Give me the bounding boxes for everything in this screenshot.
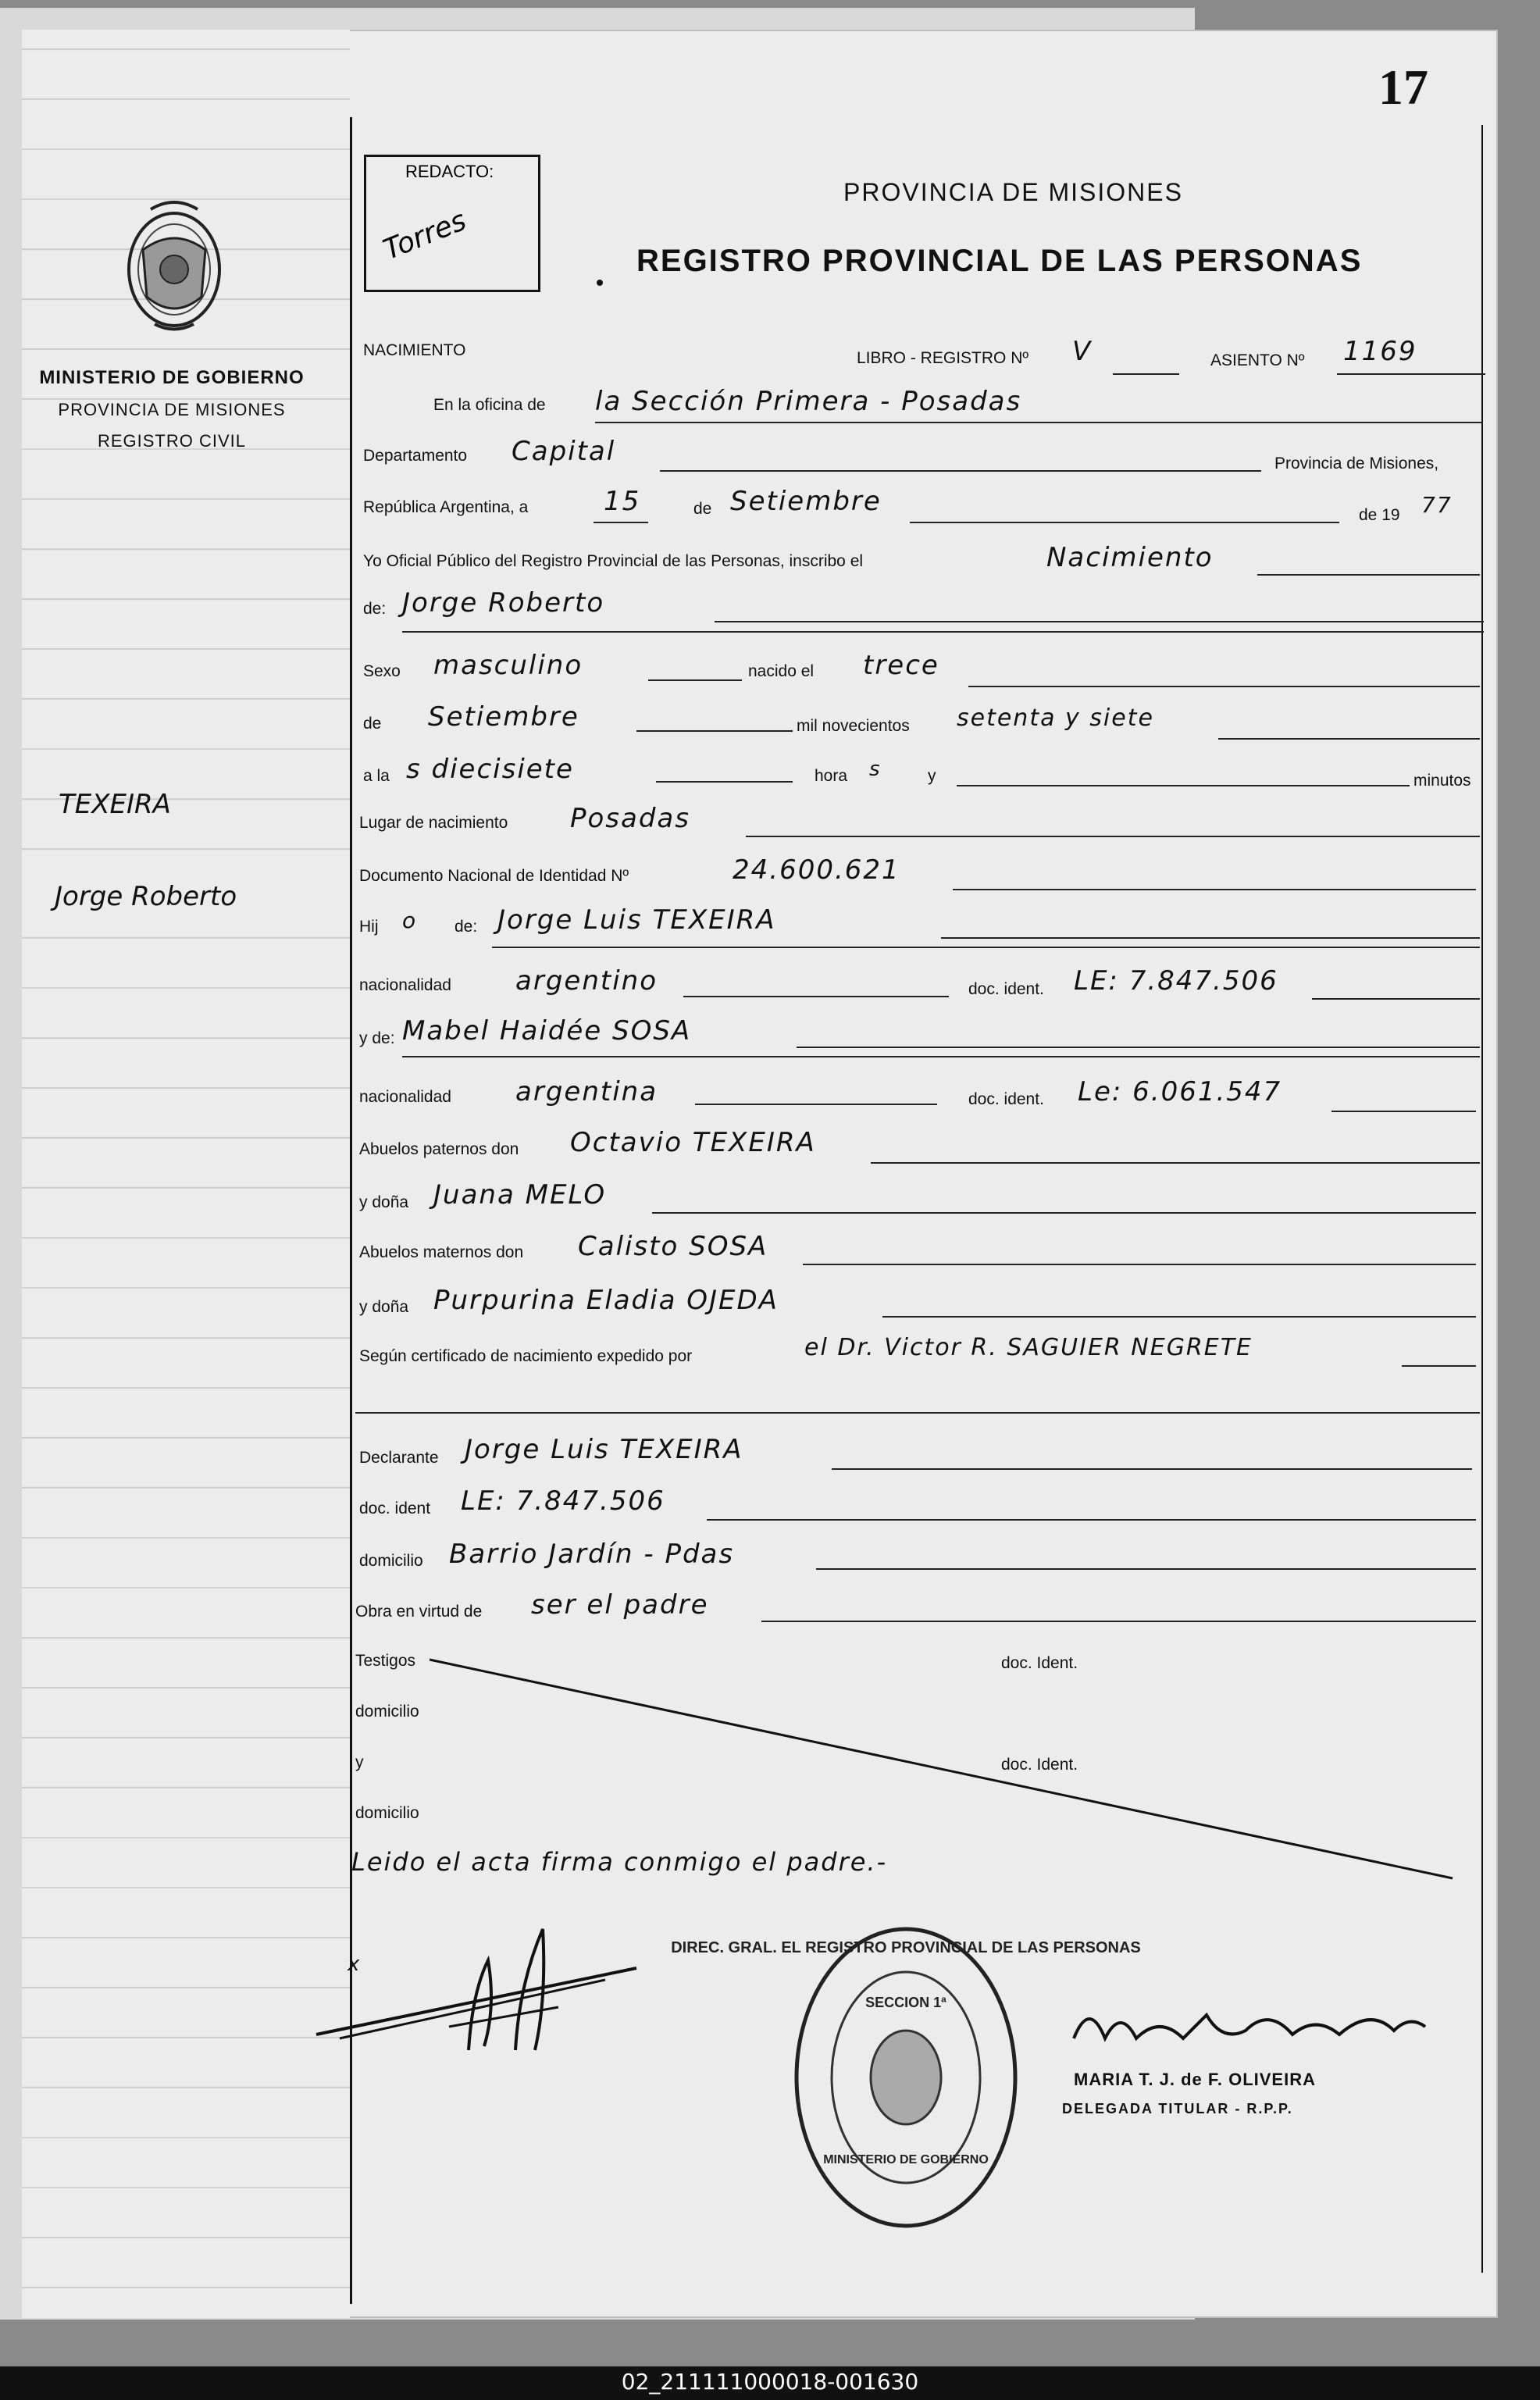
lugar-line [746, 836, 1480, 837]
oficina-line [595, 422, 1481, 423]
nac1-line [683, 996, 949, 997]
abuela-paterna-line [652, 1212, 1476, 1214]
oficina-label: En la oficina de [433, 396, 546, 414]
nombre-value: Jorge Roberto [402, 587, 605, 619]
abuelo-materno-value: Calisto SOSA [578, 1231, 768, 1262]
hijo-suffix: o [402, 908, 418, 933]
acto-line [1257, 574, 1480, 576]
segun-value: el Dr. Victor R. SAGUIER NEGRETE [804, 1334, 1253, 1361]
dni-line [953, 889, 1476, 890]
doc1-value: LE: 7.847.506 [1074, 965, 1278, 997]
abuela-materna-value: Purpurina Eladia OJEDA [433, 1285, 779, 1316]
official-signature [1058, 1984, 1449, 2070]
x-mark: x [348, 1952, 362, 1976]
de-label-3: de [363, 715, 382, 733]
abuela-paterna-value: Juana MELO [433, 1179, 607, 1211]
declarante-label: Declarante [359, 1449, 439, 1467]
domicilio-value: Barrio Jardín - Pdas [449, 1539, 735, 1570]
nacido-value: trece [863, 650, 939, 681]
nombre-line-2 [402, 631, 1484, 633]
mil-line [1218, 738, 1480, 740]
nac1-label: nacionalidad [359, 976, 451, 994]
yde-label: y de: [359, 1029, 395, 1047]
footer-filename: 02_211111000018-001630 [621, 2369, 919, 2395]
abuelos-paternos-label: Abuelos paternos don [359, 1140, 519, 1158]
doc-declarante-line [707, 1519, 1476, 1521]
doc-declarante-label: doc. ident [359, 1500, 431, 1517]
testigo2-doc-label: doc. Ident. [1001, 1756, 1078, 1774]
testigo2-domicilio-label: domicilio [355, 1804, 419, 1822]
padre-value: Jorge Luis TEXEIRA [497, 904, 776, 936]
hijo-label: Hij [359, 918, 379, 936]
doc2-value: Le: 6.061.547 [1078, 1076, 1282, 1107]
madre-line-2 [402, 1056, 1480, 1057]
obra-line [761, 1621, 1476, 1622]
madre-value: Mabel Haidée SOSA [402, 1015, 692, 1047]
seal-inner-text: SECCION 1ª [865, 1995, 946, 2010]
hijo-de-label: de: [455, 918, 478, 936]
oficina-value: la Sección Primera - Posadas [595, 386, 1022, 417]
nombre-line [715, 621, 1484, 622]
oficial-label: Yo Oficial Público del Registro Provincial de las Personas, inscribo el [363, 552, 864, 570]
registry-title: REGISTRO PROVINCIAL DE LAS PERSONAS [636, 244, 1363, 278]
testigo1-doc-label: doc. Ident. [1001, 1654, 1078, 1672]
closing-statement: Leido el acta firma conmigo el padre.- [351, 1847, 888, 1877]
nacido-mes-value: Setiembre [428, 701, 579, 733]
nacido-mes-line [636, 730, 793, 732]
official-name: MARIA T. J. de F. OLIVEIRA [1074, 2070, 1316, 2089]
nac2-label: nacionalidad [359, 1088, 451, 1106]
declarante-line [832, 1468, 1472, 1470]
padre-line-2 [492, 947, 1480, 948]
doc-declarante-value: LE: 7.847.506 [461, 1485, 665, 1517]
asiento-value: 1169 [1343, 336, 1417, 367]
de-label-2: de: [363, 600, 387, 618]
segun-line-2 [355, 1412, 1480, 1414]
right-border [1481, 125, 1483, 2273]
sexo-label: Sexo [363, 662, 401, 680]
sexo-value: masculino [433, 650, 583, 681]
nac1-value: argentino [515, 965, 658, 997]
day-line [594, 522, 648, 523]
abuelo-paterno-line [871, 1162, 1480, 1164]
dona2-label: y doña [359, 1298, 409, 1316]
declarante-value: Jorge Luis TEXEIRA [465, 1434, 743, 1465]
doc1-label: doc. ident. [968, 980, 1044, 998]
nacimiento-label: NACIMIENTO [363, 341, 466, 359]
provincia-label: Provincia de Misiones, [1274, 455, 1439, 473]
mil-value: setenta y siete [957, 704, 1154, 732]
dni-label: Documento Nacional de Identidad Nº [359, 867, 629, 885]
sexo-line [648, 679, 742, 681]
minutos-line [957, 785, 1410, 786]
madre-line [797, 1047, 1480, 1048]
lugar-value: Posadas [570, 803, 690, 834]
margin-given-names: Jorge Roberto [55, 881, 237, 912]
abuelo-paterno-value: Octavio TEXEIRA [570, 1127, 816, 1158]
padre-line [941, 937, 1480, 939]
acto-value: Nacimiento [1046, 542, 1214, 573]
doc2-line [1331, 1111, 1476, 1112]
testigo2-y-label: y [355, 1753, 364, 1771]
seal-outer-text: DIREC. GRAL. EL REGISTRO PROVINCIAL DE LAS PERSONAS [671, 1939, 1141, 1956]
ministry-name: MINISTERIO DE GOBIERNO [39, 367, 305, 388]
doc2-label: doc. ident. [968, 1090, 1044, 1108]
republica-label: República Argentina, a [363, 498, 529, 516]
asiento-label: ASIENTO Nº [1210, 351, 1305, 369]
doc1-line [1312, 998, 1480, 1000]
departamento-line [660, 470, 1261, 472]
testigo1-domicilio-label: domicilio [355, 1703, 419, 1721]
testigos-label: Testigos [355, 1652, 416, 1670]
dni-value: 24.600.621 [733, 854, 900, 886]
lugar-label: Lugar de nacimiento [359, 814, 508, 832]
page-number: 17 [1378, 59, 1428, 115]
libro-label: LIBRO - REGISTRO Nº [857, 349, 1029, 367]
nac2-line [695, 1104, 937, 1105]
hora-label: hora [815, 767, 848, 785]
asiento-line [1337, 373, 1485, 375]
nac2-value: argentina [515, 1076, 658, 1107]
libro-line [1113, 373, 1179, 375]
segun-label: Según certificado de nacimiento expedido por [359, 1347, 693, 1365]
abuela-materna-line [882, 1316, 1476, 1318]
parent-signature [308, 1913, 668, 2070]
dona1-label: y doña [359, 1193, 409, 1211]
minutos-label: minutos [1413, 772, 1471, 790]
province-title: PROVINCIA DE MISIONES [843, 178, 1183, 206]
nacido-label: nacido el [748, 662, 815, 680]
libro-value: V [1072, 336, 1093, 367]
month-line [910, 522, 1339, 523]
month-value: Setiembre [730, 486, 882, 517]
margin-surname: TEXEIRA [59, 789, 171, 820]
domicilio-label: domicilio [359, 1552, 423, 1570]
ministry-heading [31, 367, 312, 451]
y-label: y [928, 767, 936, 785]
de-year-label: de 19 [1359, 506, 1400, 524]
coat-of-arms-icon [116, 195, 233, 336]
de-label: de [693, 500, 712, 518]
mil-label: mil novecientos [797, 717, 910, 735]
day-value: 15 [604, 486, 641, 517]
official-seal-icon [671, 1921, 1141, 2234]
segun-line [1402, 1365, 1476, 1367]
hora-line [656, 781, 793, 783]
departamento-label: Departamento [363, 447, 468, 465]
abuelo-materno-line [803, 1264, 1476, 1265]
redacto-value: Torres [379, 204, 471, 267]
redacto-label: REDACTO: [405, 162, 494, 181]
seal-lower-text: MINISTERIO DE GOBIERNO [823, 2153, 989, 2166]
abuelos-maternos-label: Abuelos maternos don [359, 1243, 524, 1261]
ministry-registry: REGISTRO CIVIL [97, 431, 247, 451]
ministry-province: PROVINCIA DE MISIONES [58, 400, 286, 419]
obra-label: Obra en virtud de [355, 1603, 483, 1621]
nacido-line [968, 686, 1480, 687]
hora-suffix: s [869, 758, 882, 781]
redacto-box [364, 155, 540, 292]
obra-value: ser el padre [531, 1589, 709, 1621]
ink-dot [597, 280, 603, 286]
departamento-value: Capital [512, 436, 616, 467]
official-title: DELEGADA TITULAR - R.P.P. [1062, 2101, 1293, 2116]
alas-label: a la [363, 767, 390, 785]
domicilio-line [816, 1568, 1476, 1570]
hora-value: s diecisiete [406, 754, 574, 785]
year-value: 77 [1421, 492, 1453, 518]
